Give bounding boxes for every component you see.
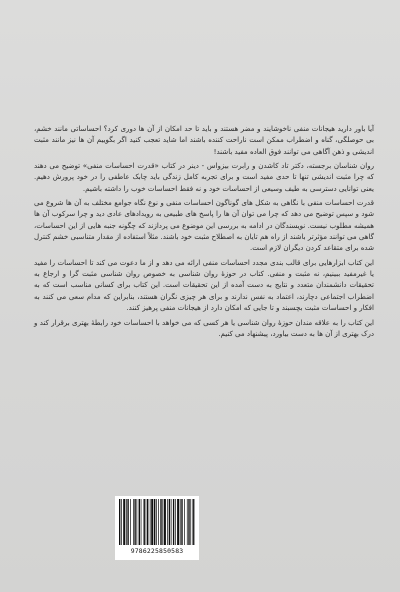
barcode-bar bbox=[126, 499, 127, 545]
blurb-paragraph-5: این کتاب را به علاقه مندان حوزۀ روان شناسی یا هر کسی که می خواهد با احساسات خود رابطۀ بهتری برقرار کند و درک بهتری از آن ها به دست بیاورد، پیشنهاد می کنیم. bbox=[34, 317, 374, 338]
barcode-bar bbox=[190, 499, 191, 545]
barcode-bar bbox=[141, 499, 142, 545]
barcode-bar bbox=[146, 499, 147, 545]
barcode-bar bbox=[127, 499, 128, 545]
barcode-bar bbox=[181, 499, 182, 545]
barcode-bar bbox=[164, 499, 166, 545]
blurb-text bbox=[34, 123, 374, 342]
barcode-bar bbox=[123, 499, 125, 545]
blurb-paragraph-3: قدرت احساسات منفی با نگاهی به شکل های گوناگون احساسات منفی و نوع نگاه جوامع مختلف به آن ها شروع می شود و سپس توضیح می دهد که چرا می توان آن ها را پاسخ های طبیعی به رویدادهای عادی دید و چرا سرکوب آن ها همیشه مطلوب نیست. نویسندگان در ادامه به بررسی این موضوع می پردازند که چگونه جنبه هایی از این احساسات، گاهی می توانند مؤثرتر باشند از راه هم تایان به اصطلاح مثبت خود باشند. مثلاً استفاده از مقدار متناسبی خشم کنترل شده برای متقاعد کردن دیگران لازم است. bbox=[34, 198, 374, 253]
barcode-bar bbox=[144, 499, 145, 545]
barcode-bar bbox=[193, 499, 194, 545]
barcode-bar bbox=[139, 499, 140, 545]
barcode-bar bbox=[154, 499, 155, 545]
blurb-paragraph-4: این کتاب ابزارهایی برای قالب بندی مجدد احساسات منفی ارائه می دهد و از ما دعوت می کند تا احساسات را مفید یا غیرمفید ببینیم، نه مثبت و منفی. کتاب در حوزۀ روان شناسی به خصوص روان شناسی مثبت گرا و ارجاع به تحقیقات دانشمندان متعدد و نتایج به دست آمده از این تحقیقات است. این کتاب برای کسانی مناسب است که به اضطراب اجتماعی دچارند، اعتماد به نفس ندارند و برای هر چیزی نگران هستند، بنابراین که مدام سعی می کنند به افکار و احساسات مثبت بچسبند و تا جایی که امکان دارد از هیجانات منفی پرهیز کنند. bbox=[34, 257, 374, 313]
barcode-bar bbox=[150, 499, 151, 545]
isbn-number: 9786225850583 bbox=[130, 547, 184, 555]
barcode-bar bbox=[188, 499, 189, 545]
barcode-bar bbox=[121, 499, 122, 545]
barcode-bar bbox=[147, 499, 148, 545]
barcode-bar bbox=[133, 499, 134, 545]
barcode-bar bbox=[162, 499, 163, 545]
barcode-bar bbox=[173, 499, 174, 545]
barcode-bar bbox=[187, 499, 188, 545]
barcode-bar bbox=[160, 499, 161, 545]
blurb-paragraph-2: روان شناسان برجسته، دکتر تاد کاشدن و رابرت بیزواس - دینر در کتاب «قدرت احساسات منفی» توضیح می دهند که چرا مثبت اندیشی تنها تا حدی مفید است و برای تجربه کامل زندگی باید چابک عاطفی را در خود پرورش دهیم. یعنی توانایی دسترسی به طیف وسیعی از احساسات خود و نه فقط احساسات خوب را داشته باشیم. bbox=[34, 161, 374, 193]
barcode-bar bbox=[119, 499, 120, 545]
barcode-bar bbox=[171, 499, 172, 545]
barcode-bar bbox=[169, 499, 170, 545]
barcode-bar bbox=[137, 499, 138, 545]
barcode-bar bbox=[167, 499, 168, 545]
barcode-bar bbox=[134, 499, 135, 545]
barcode-bar bbox=[184, 499, 185, 545]
blurb-paragraph-1: آیا باور دارید هیجانات منفی ناخوشایند و مضر هستند و باید تا حد امکان از آن ها دوری کرد؟ احساساتی مانند خشم، بی حوصلگی، گناه و اضطراب ممکن است ناراحت کننده باشند اما شاید تعجب کنید اگر بگوییم آن ها نیز مانند مثبت اندیشی و ذهن آگاهی می توانند فوق العاده مفید باشند! bbox=[34, 124, 374, 156]
barcode-bar bbox=[158, 499, 159, 545]
barcode-bar bbox=[156, 499, 157, 545]
barcode-bars bbox=[119, 499, 195, 545]
barcode-bar bbox=[151, 499, 153, 545]
barcode-bar bbox=[130, 499, 131, 545]
barcode-bar bbox=[177, 499, 179, 545]
barcode-bar bbox=[175, 499, 176, 545]
isbn-barcode bbox=[115, 496, 199, 560]
barcode-bar bbox=[180, 499, 181, 545]
